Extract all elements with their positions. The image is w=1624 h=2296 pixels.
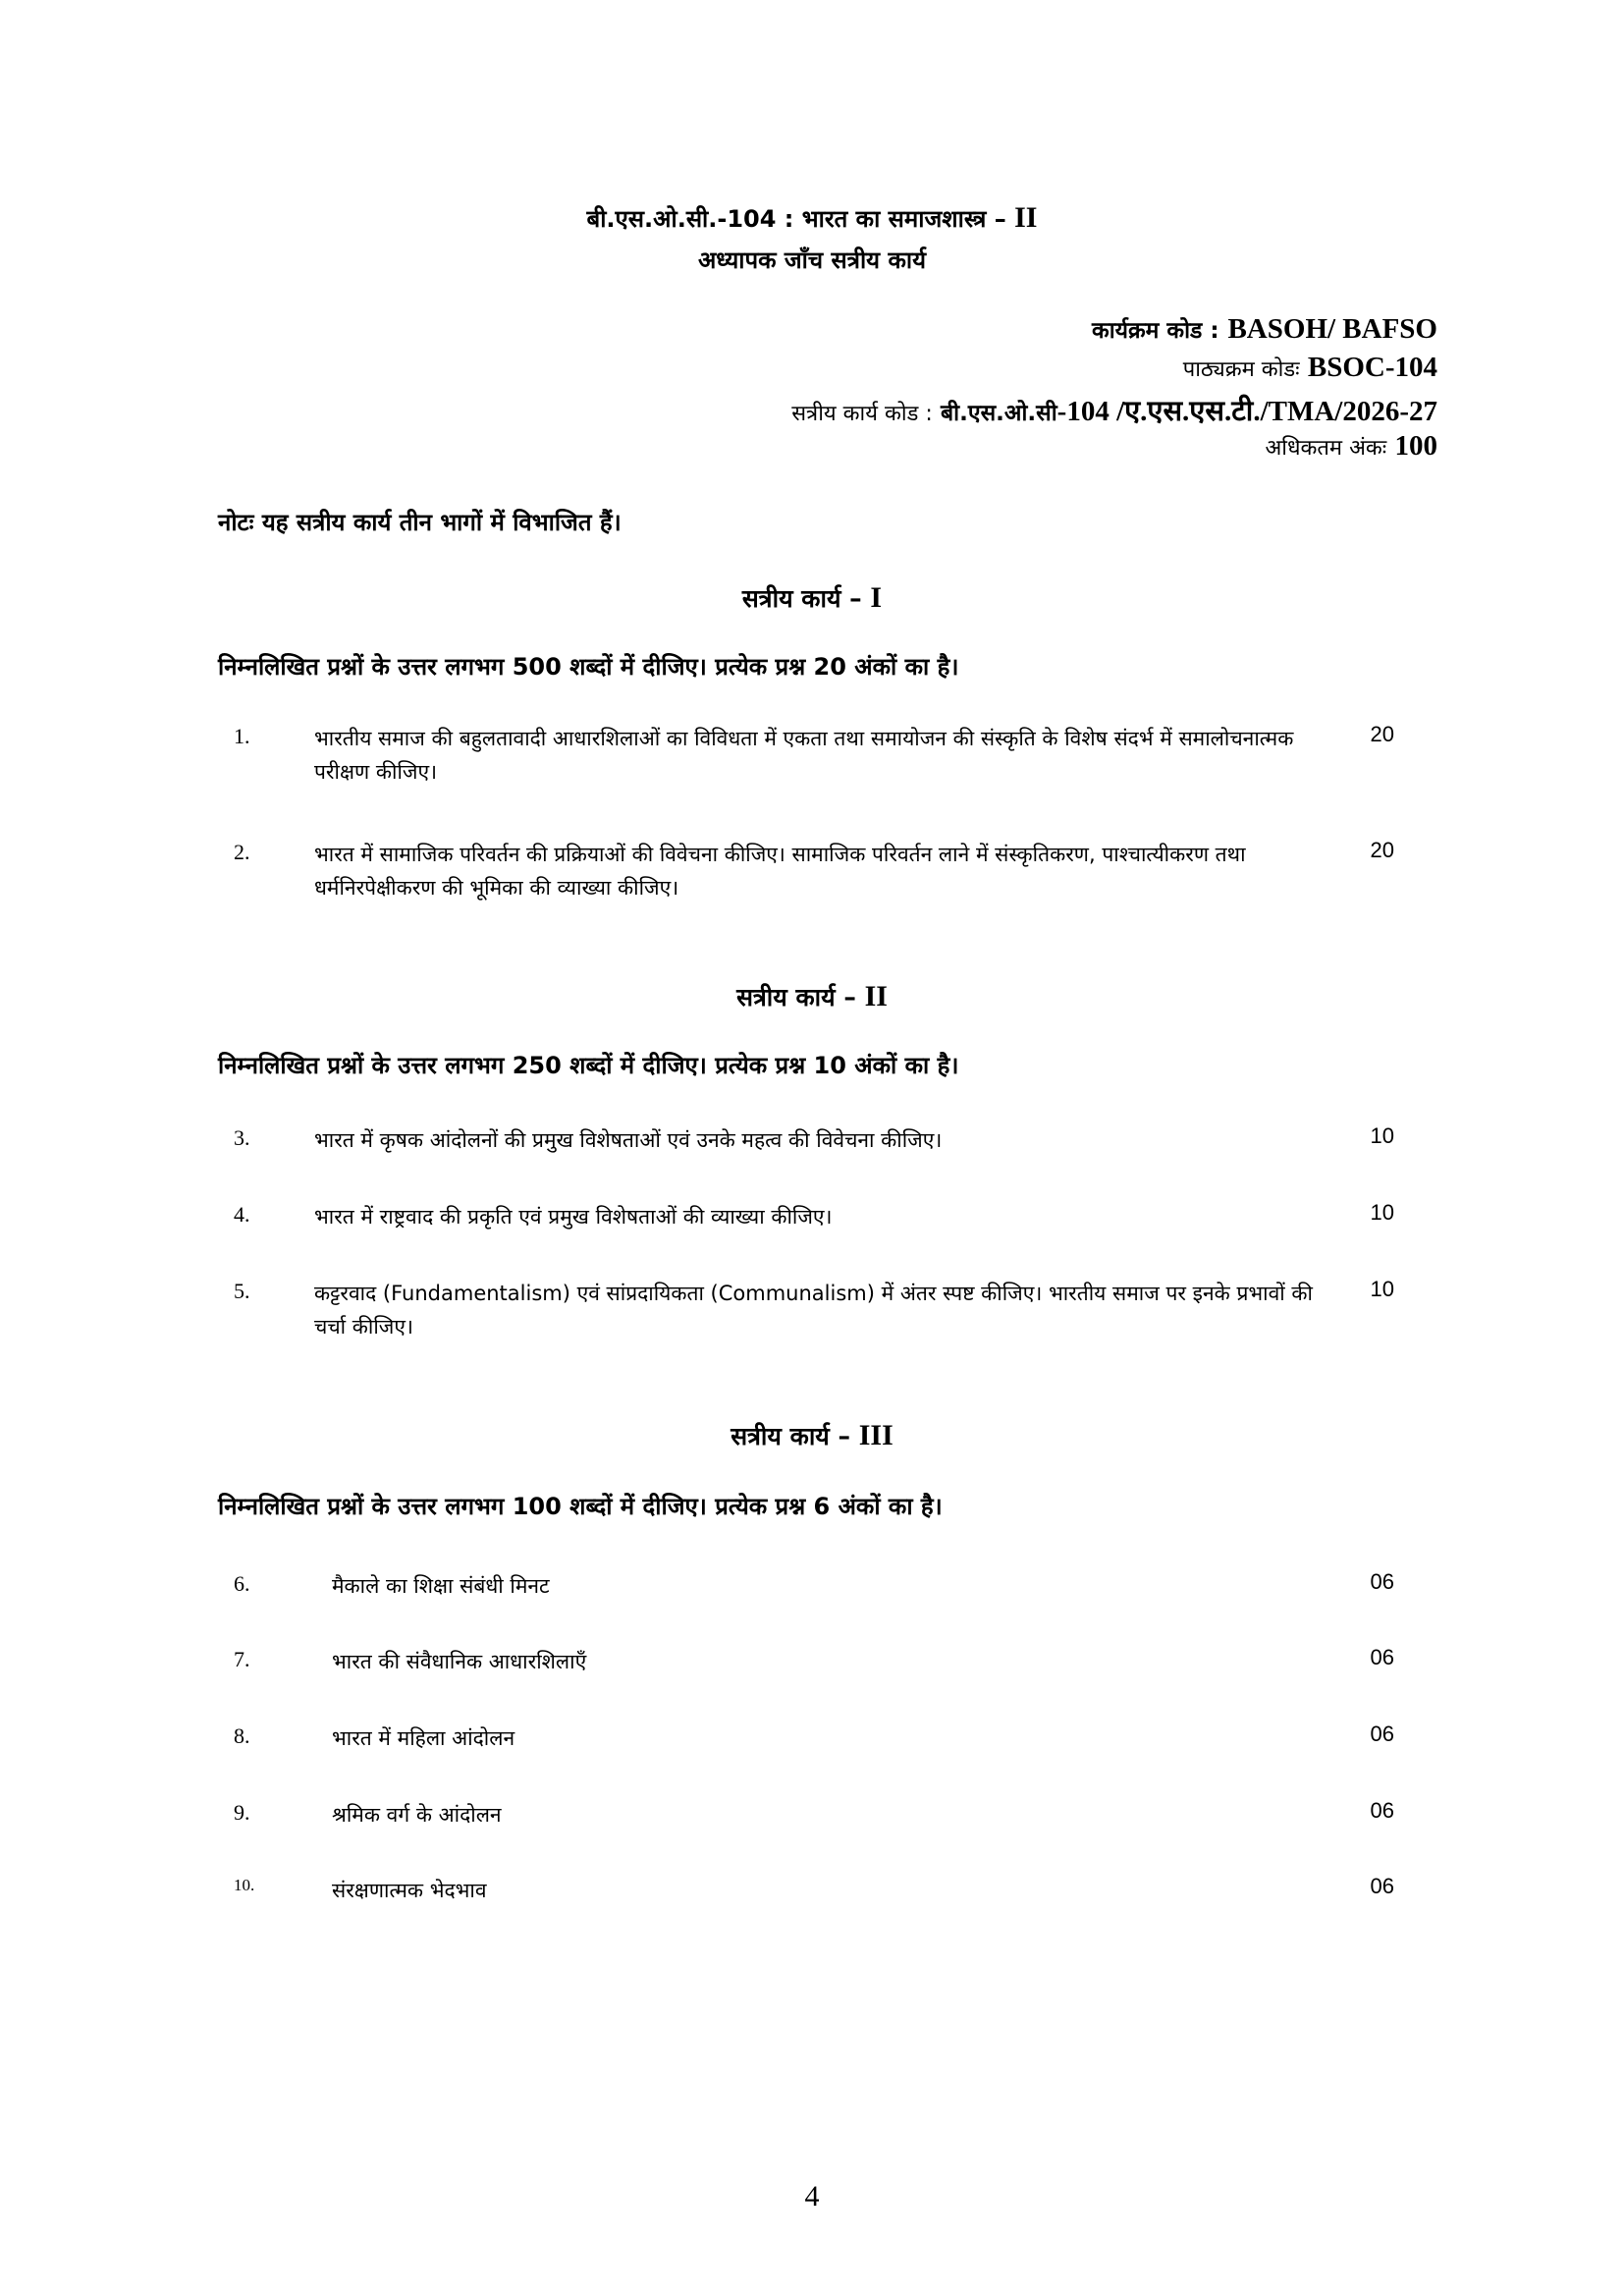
question-number: 10. xyxy=(234,1876,255,1894)
section-instruction: निम्नलिखित प्रश्नों के उत्तर लगभग 500 शब्दों में दीजिए। प्रत्येक प्रश्न 20 अंकों का है। xyxy=(218,653,959,681)
question-number: 1. xyxy=(234,724,250,748)
assignment-code-value-hindi: बी.एस.ओ.सी xyxy=(941,401,1057,426)
program-code-label: कार्यक्रम कोड : xyxy=(1092,318,1219,344)
question-number: 4. xyxy=(234,1202,250,1227)
course-code xyxy=(1183,352,1437,384)
question-number: 6. xyxy=(234,1571,250,1596)
section-title-text: सत्रीय कार्य – xyxy=(736,983,856,1011)
question-text: भारत में सामाजिक परिवर्तन की प्रक्रियाओं की विवेचना कीजिए। सामाजिक परिवर्तन लाने में संस्कृतिकरण, पाश्चात्यीकरण तथा धर्मनिरपेक्षीकरण की भूमिका की व्याख्या कीजिए। xyxy=(314,843,1246,900)
question-number: 2. xyxy=(234,840,250,864)
question-marks: 06 xyxy=(1370,1874,1394,1898)
course-title-roman: II xyxy=(1014,201,1038,234)
question-marks: 10 xyxy=(1370,1200,1394,1225)
assignment-code-value: -104 /ए.एस.एस.टी./TMA/2026-27 xyxy=(1056,396,1437,427)
question-number: 5. xyxy=(234,1279,250,1303)
question-text: श्रमिक वर्ग के आंदोलन xyxy=(332,1803,502,1827)
section-title-text: सत्रीय कार्य – xyxy=(741,584,862,613)
question-text: भारत में कृषक आंदोलनों की प्रमुख विशेषताओं एवं उनके महत्व की विवेचना कीजिए। xyxy=(314,1128,943,1152)
section-instruction: निम्नलिखित प्रश्नों के उत्तर लगभग 100 शब्दों में दीजिए। प्रत्येक प्रश्न 6 अंकों का है। xyxy=(218,1493,943,1520)
question-marks: 06 xyxy=(1370,1569,1394,1594)
question-text: भारत में महिला आंदोलन xyxy=(332,1726,515,1750)
assignment-subtitle: अध्यापक जाँच सत्रीय कार्य xyxy=(697,246,927,274)
section-title-text: सत्रीय कार्य – xyxy=(731,1422,850,1450)
course-title xyxy=(0,201,1624,235)
question-marks: 20 xyxy=(1370,722,1394,746)
section-title-roman: II xyxy=(864,980,888,1012)
question-text: मैकाले का शिक्षा संबंधी मिनट xyxy=(332,1574,550,1598)
question-text: संरक्षणात्मक भेदभाव xyxy=(332,1879,487,1902)
section-instruction: निम्नलिखित प्रश्नों के उत्तर लगभग 250 शब्दों में दीजिए। प्रत्येक प्रश्न 10 अंकों का है। xyxy=(218,1052,959,1079)
question-marks: 06 xyxy=(1370,1798,1394,1823)
max-marks xyxy=(1265,430,1437,463)
section-title-roman: I xyxy=(870,581,883,614)
question-number: 3. xyxy=(234,1125,250,1150)
section-title-roman: III xyxy=(858,1419,893,1451)
question-marks: 06 xyxy=(1370,1722,1394,1746)
assignment-code xyxy=(791,391,1437,429)
question-marks: 10 xyxy=(1370,1277,1394,1301)
question-number: 8. xyxy=(234,1723,250,1748)
question-number: 9. xyxy=(234,1800,250,1825)
question-marks: 20 xyxy=(1370,838,1394,862)
question-text: भारत में राष्ट्रवाद की प्रकृति एवं प्रमुख विशेषताओं की व्याख्या कीजिए। xyxy=(314,1205,833,1229)
question-marks: 10 xyxy=(1370,1123,1394,1148)
program-code xyxy=(1092,312,1437,346)
section-title xyxy=(0,980,1624,1013)
question-text: भारत की संवैधानिक आधारशिलाएँ xyxy=(332,1650,587,1673)
question-marks: 06 xyxy=(1370,1645,1394,1669)
program-code-value: BASOH/ BAFSO xyxy=(1227,313,1437,345)
question-text: भारतीय समाज की बहुलतावादी आधारशिलाओं का विविधता में एकता तथा समायोजन की संस्कृति के विशेष संदर्भ में समालोचनात्मक परीक्षण कीजिए। xyxy=(314,727,1294,784)
course-code-value: BSOC-104 xyxy=(1307,352,1437,383)
course-code-label: पाठ्यक्रम कोडः xyxy=(1182,357,1300,382)
assignment-code-label: सत्रीय कार्य कोड : xyxy=(791,402,933,426)
question-number: 7. xyxy=(234,1647,250,1671)
max-marks-value: 100 xyxy=(1394,430,1437,462)
question-text: कट्टरवाद (Fundamentalism) एवं सांप्रदायिकता (Communalism) में अंतर स्पष्ट कीजिए। भारतीय समाज पर इनके प्रभावों की चर्चा कीजिए। xyxy=(314,1282,1313,1339)
section-title xyxy=(0,581,1624,615)
note: नोटः यह सत्रीय कार्य तीन भागों में विभाजित हैं। xyxy=(218,509,622,536)
page-number: 4 xyxy=(804,2180,820,2213)
section-title xyxy=(0,1419,1624,1452)
max-marks-label: अधिकतम अंकः xyxy=(1265,436,1387,461)
course-title-text: बी.एस.ओ.सी.-104 : भारत का समाजशास्त्र – xyxy=(586,205,1006,233)
